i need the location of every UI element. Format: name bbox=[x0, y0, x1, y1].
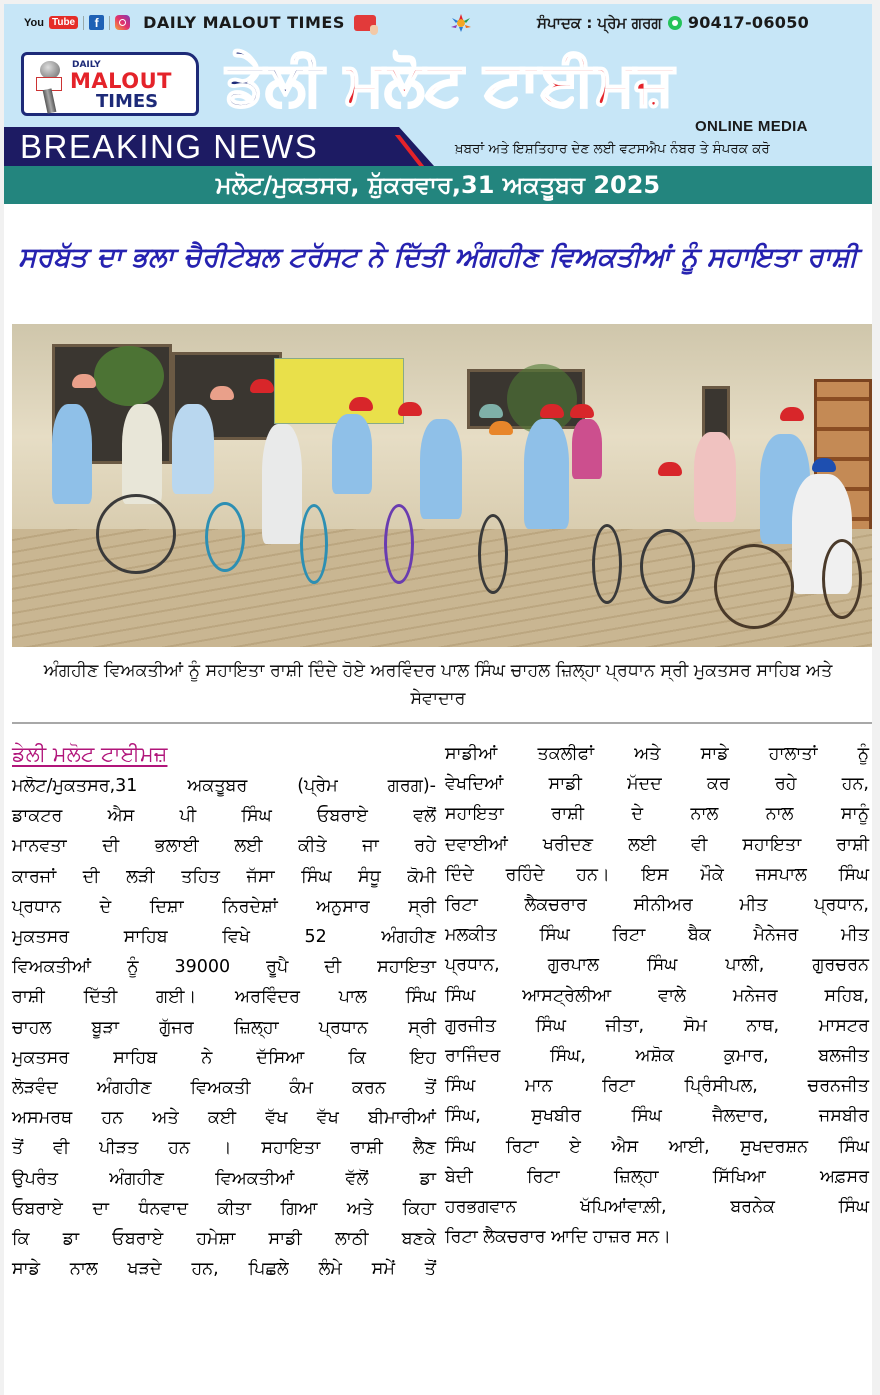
text-line: ਚਾਹਲ ਬੂੜਾ ਗੁੱਜਰ ਜ਼ਿਲ੍ਹਾ ਪ੍ਰਧਾਨ ਸ੍ਰੀ bbox=[12, 1017, 436, 1038]
text-line: ਮਾਨਵਤਾ ਦੀ ਭਲਾਈ ਲਈ ਕੀਤੇ ਜਾ ਰਹੇ bbox=[12, 836, 436, 857]
text-line: ਦਵਾਈਆਂ ਖਰੀਦਣ ਲਈ ਵੀ ਸਹਾਇਤਾ ਰਾਸ਼ੀ bbox=[445, 834, 869, 855]
text-line: ਰਿਟਾ ਲੈਕਚਰਾਰ ਸੀਨੀਅਰ ਮੀਤ ਪ੍ਰਧਾਨ, bbox=[445, 895, 869, 916]
instagram-icon[interactable] bbox=[115, 15, 130, 30]
text-line: ਦਿੰਦੇ ਰਹਿੰਦੇ ਹਨ। ਇਸ ਮੌਕੇ ਜਸਪਾਲ ਸਿੰਘ bbox=[445, 864, 869, 885]
text-line: ਪ੍ਰਧਾਨ, ਗੁਰਪਾਲ ਸਿੰਘ ਪਾਲੀ, ਗੁਰਚਰਨ bbox=[445, 955, 869, 976]
logo-malout: MALOUT bbox=[70, 69, 173, 93]
breaking-news-bar bbox=[4, 127, 872, 166]
logo-times: TIMES bbox=[96, 91, 159, 112]
text-line: ਰਿਟਾ ਲੈਕਚਰਾਰ ਆਦਿ ਹਾਜ਼ਰ ਸਨ। bbox=[445, 1227, 671, 1248]
editor-label: ਸੰਪਾਦਕ : ਪ੍ਰੇਮ ਗਰਗ bbox=[537, 13, 662, 32]
dateline: ਮਲੋਟ/ਮੁਕਤਸਰ, ਸ਼ੁੱਕਰਵਾਰ,31 ਅਕਤੂਬਰ 2025 bbox=[215, 171, 661, 199]
text-line: ਸਾਡੀਆਂ ਤਕਲੀਫਾਂ ਅਤੇ ਸਾਡੇ ਹਾਲਾਤਾਂ ਨੂੰ bbox=[445, 744, 869, 764]
whatsapp-icon bbox=[668, 16, 682, 30]
youtube-icon[interactable]: Tube bbox=[49, 16, 78, 29]
microphone-icon bbox=[36, 61, 62, 113]
text-line: ਤੋਂ ਵੀ ਪੀੜਤ ਹਨ । ਸਹਾਇਤਾ ਰਾਸ਼ੀ ਲੈਣ bbox=[12, 1138, 436, 1159]
logo-daily: DAILY bbox=[72, 60, 101, 70]
article-photo bbox=[12, 324, 872, 647]
text-line: ਬੇਦੀ ਰਿਟਾ ਜ਼ਿਲ੍ਹਾ ਸਿੱਖਿਆ ਅਫ਼ਸਰ bbox=[445, 1166, 869, 1187]
masthead-title bbox=[226, 44, 674, 124]
text-line: ਉਪਰੰਤ ਅੰਗਹੀਣ ਵਿਅਕਤੀਆਂ ਵੱਲੋਂ ਡਾ bbox=[12, 1168, 436, 1189]
lotus-emblem-icon bbox=[450, 14, 472, 32]
click-hand-icon bbox=[354, 15, 376, 31]
text-line: ਮਲਕੀਤ ਸਿੰਘ ਰਿਟਾ ਬੈਕ ਮੈਨੇਜਰ ਮੀਤ bbox=[445, 925, 869, 946]
text-line: ਮਲੋਟ/ਮੁਕਤਸਰ,31 ਅਕਤੂਬਰ (ਪ੍ਰੇਮ ਗਰਗ)- bbox=[12, 776, 436, 796]
text-line: ਹਰਭਗਵਾਨ ਖੱਪਿਆਂਵਾਲ਼ੀ, ਬਰਨੇਕ ਸਿੰਘ bbox=[445, 1197, 869, 1218]
text-line: ਸਿੰਘ, ਸੁਖਬੀਰ ਸਿੰਘ ਜੈਲਦਾਰ, ਜਸਬੀਰ bbox=[445, 1106, 869, 1127]
divider bbox=[109, 16, 110, 30]
text-line: ਵੇਖਦਿਆਂ ਸਾਡੀ ਮੱਦਦ ਕਰ ਰਹੇ ਹਨ, bbox=[445, 774, 869, 795]
brand-name-small: DAILY MALOUT TIMES bbox=[143, 13, 345, 32]
text-line: ਮੁਕਤਸਰ ਸਾਹਿਬ ਨੇ ਦੱਸਿਆ ਕਿ ਇਹ bbox=[12, 1047, 436, 1068]
text-line: ਪ੍ਰਧਾਨ ਦੇ ਦਿਸ਼ਾ ਨਿਰਦੇਸ਼ਾਂ ਅਨੁਸਾਰ ਸ੍ਰੀ bbox=[12, 896, 436, 917]
text-line: ਕਾਰਜਾਂ ਦੀ ਲੜੀ ਤਹਿਤ ਜੱਸਾ ਸਿੰਘ ਸੰਧੂ ਕੋਮੀ bbox=[12, 866, 436, 887]
text-line: ਸਹਾਇਤਾ ਰਾਸ਼ੀ ਦੇ ਨਾਲ ਨਾਲ ਸਾਨੂੰ bbox=[445, 804, 869, 825]
text-line: ਲੋੜਵੰਦ ਅੰਗਹੀਣ ਵਿਅਕਤੀ ਕੰਮ ਕਰਨ ਤੋਂ bbox=[12, 1078, 436, 1099]
text-line: ਗੁਰਜੀਤ ਸਿੰਘ ਜੀਤਾ, ਸੋਮ ਨਾਥ, ਮਾਸਟਰ bbox=[445, 1015, 869, 1036]
text-line: ਸਿੰਘ ਮਾਨ ਰਿਟਾ ਪ੍ਰਿੰਸੀਪਲ, ਚਰਨਜੀਤ bbox=[445, 1076, 869, 1097]
social-links bbox=[24, 13, 376, 32]
text-line: ਓਬਰਾਏ ਦਾ ਧੰਨਵਾਦ ਕੀਤਾ ਗਿਆ ਅਤੇ ਕਿਹਾ bbox=[12, 1198, 436, 1219]
newspaper-page bbox=[4, 4, 872, 1395]
article-column-right bbox=[445, 739, 869, 1252]
date-bar bbox=[4, 166, 872, 204]
contact-notice: ਖ਼ਬਰਾਂ ਅਤੇ ਇਸ਼ਤਿਹਾਰ ਦੇਣ ਲਈ ਵਟਸਐਪ ਨੰਬਰ ਤੇ ਸੰਪਰਕ ਕਰੋ bbox=[455, 141, 770, 157]
text-line: ਵਿਅਕਤੀਆਂ ਨੂੰ 39000 ਰੂਪੈ ਦੀ ਸਹਾਇਤਾ bbox=[12, 957, 436, 978]
breaking-news-label: BREAKING NEWS bbox=[20, 128, 319, 165]
site-logo[interactable] bbox=[21, 52, 199, 116]
article-byline[interactable]: ਡੇਲੀ ਮਲੋਟ ਟਾਈਮਜ਼ bbox=[12, 742, 168, 766]
text-line: ਡਾਕਟਰ ਐਸ ਪੀ ਸਿੰਘ ਓਬਰਾਏ ਵਲੋਂ bbox=[12, 806, 436, 827]
phone-number[interactable]: 90417-06050 bbox=[687, 13, 810, 32]
article-column-left bbox=[12, 737, 436, 1284]
article-headline: ਸਰਬੱਤ ਦਾ ਭਲਾ ਚੈਰੀਟੇਬਲ ਟਰੱਸਟ ਨੇ ਦਿੱਤੀ ਅੰਗਹੀਣ ਵਿਅਕਤੀਆਂ ਨੂੰ ਸਹਾਇਤਾ ਰਾਸ਼ੀ bbox=[18, 242, 858, 273]
divider bbox=[83, 16, 84, 30]
online-media-label: ONLINE MEDIA bbox=[695, 118, 808, 135]
photo-banner bbox=[274, 358, 404, 424]
masthead-title-part1: ਡੇਲੀ bbox=[226, 49, 324, 119]
text-line: ਸਾਡੇ ਨਾਲ ਖੜਦੇ ਹਨ, ਪਿਛਲੇ ਲੰਮੇ ਸਮੇਂ ਤੋਂ bbox=[12, 1259, 436, 1280]
text-line: ਸਿੰਘ ਰਿਟਾ ਏ ਐਸ ਆਈ, ਸੁਖਦਰਸ਼ਨ ਸਿੰਘ bbox=[445, 1136, 869, 1157]
masthead bbox=[4, 4, 872, 204]
text-line: ਸਿੰਘ ਆਸਟ੍ਰੇਲੀਆ ਵਾਲੇ ਮਨੇਜਰ ਸਹਿਬ, bbox=[445, 985, 869, 1006]
masthead-title-part2: ਮਲੋਟ ਟਾਈਮਜ਼ bbox=[344, 49, 674, 119]
text-line: ਰਾਜਿੰਦਰ ਸਿੰਘ, ਅਸ਼ੋਕ ਕੁਮਾਰ, ਬਲਜੀਤ bbox=[445, 1046, 869, 1067]
section-divider bbox=[12, 722, 872, 724]
text-line: ਕਿ ਡਾ ਓਬਰਾਏ ਹਮੇਸ਼ਾ ਸਾਡੀ ਲਾਠੀ ਬਣਕੇ bbox=[12, 1229, 436, 1250]
photo-caption: ਅੰਗਹੀਣ ਵਿਅਕਤੀਆਂ ਨੂੰ ਸਹਾਇਤਾ ਰਾਸ਼ੀ ਦਿੰਦੇ ਹੋਏ ਅਰਵਿੰਦਰ ਪਾਲ ਸਿੰਘ ਚਾਹਲ ਜ਼ਿਲ੍ਹਾ ਪ੍ਰਧਾਨ ਸ੍ਰੀ ਮੁਕਤਸਰ ਸਾਹਿਬ ਅਤੇ ਸੇਵਾਦਾਰ bbox=[43, 661, 833, 709]
youtube-icon-you[interactable]: You bbox=[24, 16, 44, 29]
text-line: ਅਸਮਰਥ ਹਨ ਅਤੇ ਕਈ ਵੱਖ ਵੱਖ ਬੀਮਾਰੀਆਂ bbox=[12, 1108, 436, 1129]
masthead-topline bbox=[4, 4, 872, 38]
editor-contact bbox=[537, 13, 809, 32]
text-line: ਮੁਕਤਸਰ ਸਾਹਿਬ ਵਿਖੇ 52 ਅੰਗਹੀਣ bbox=[12, 927, 436, 948]
facebook-icon[interactable]: f bbox=[89, 15, 104, 30]
text-line: ਰਾਸ਼ੀ ਦਿੱਤੀ ਗਈ। ਅਰਵਿੰਦਰ ਪਾਲ ਸਿੰਘ bbox=[12, 987, 436, 1008]
